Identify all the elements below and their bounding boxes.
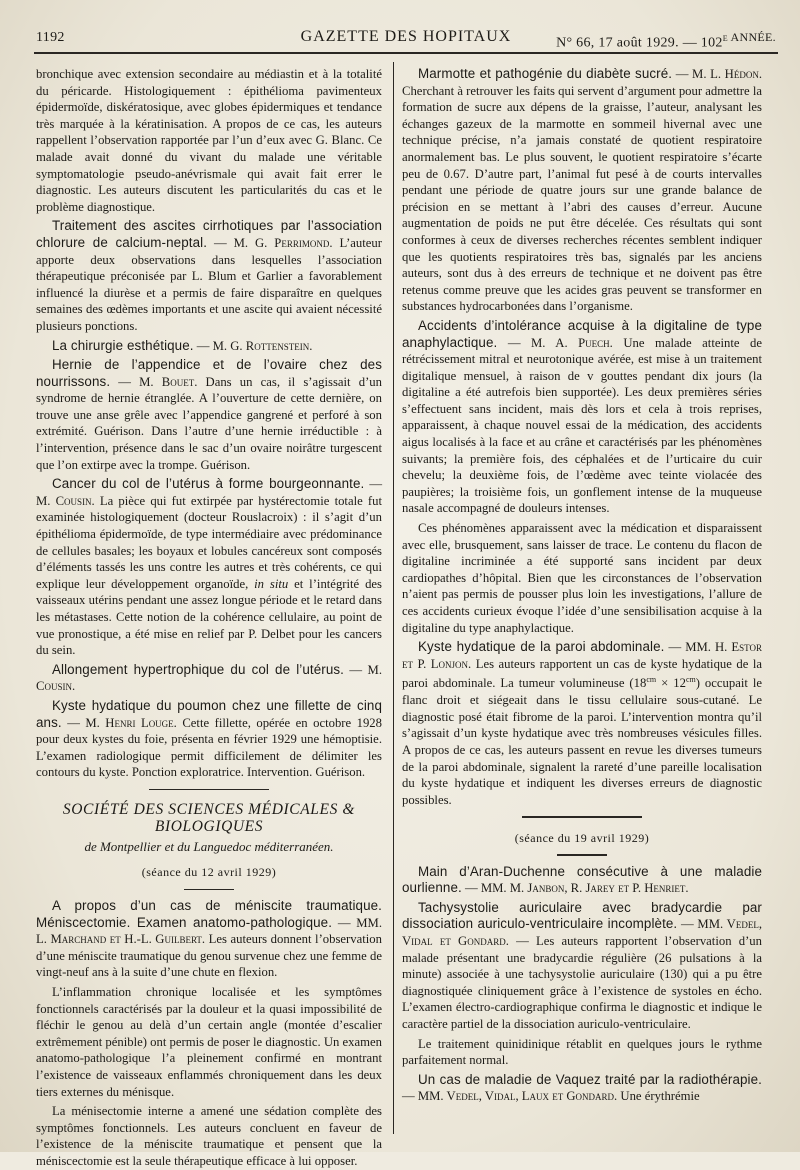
article-title: Marmotte et pathogénie du diabète sucré.: [418, 66, 673, 81]
article-text-italic: in situ: [254, 576, 289, 591]
article-title: Accidents d’intolérance acquise à la digitaline de type anaphylactique.: [402, 317, 762, 350]
article-meniscite: [36, 898, 382, 981]
article-allongement: [36, 662, 382, 695]
society-subheading: de Montpellier et du Languedoc méditerranéen.: [84, 839, 334, 855]
issue-year-suffix: e ANNÉE.: [722, 30, 776, 44]
intro-paragraph: bronchique avec extension secondaire au médiastin et à la totalité du péricarde. Histologiquement : épithélioma pavimenteux épidermoïde, diskératosique, avec globes épidermiques et tendance très marquée à la kératinisation. A propos de ce cas, les auteurs rappellent l’observation rapportée par l’un d’eux avec G. Blanc. Ce malade avait donné du vivant du malade une véritable symptomatologie pseudo-anévrismale qui avait fait errer le diagnostic. Les auteurs discutent les particularités du cas et le problème diagnostique.: [36, 67, 382, 214]
article-authors: — MM. M. Janbon, R. Jarey et P. Henriet.: [461, 881, 689, 896]
article-authors: — M. Henri Louge.: [61, 715, 177, 730]
article-authors: — M. Cousin.: [36, 477, 383, 508]
seance-rule: [184, 889, 234, 891]
article-title: Kyste hydatique du poumon chez une fillette de cinq ans.: [36, 697, 382, 730]
header-rule: [34, 52, 778, 54]
article-hernie: [36, 357, 382, 473]
article-title: Tachysystolie auriculaire avec bradycardie par dissociation auriculo-ventriculaire incomplète.: [402, 899, 762, 932]
article-meniscite-p3: La ménisectomie interne a amené une sédation complète des symptômes fonctionnels. Les auteurs concluent en faveur de l’existence de la méniscite traumatique et pensent que la méniscectomie est la seule thérapeutique efficace à lui opposer.: [36, 1104, 382, 1168]
journal-title: GAZETTE DES HOPITAUX: [300, 28, 512, 45]
right-column: [402, 66, 762, 1146]
unit-cm: cm: [685, 675, 696, 685]
article-ascites: [36, 218, 382, 334]
article-text: Les auteurs donnent l’observation d’une méniscite traumatique du genou survenue chez une femme de vingt-neuf ans à la suite d’une chute en flexion.: [36, 932, 382, 980]
article-authors: — M. G. Rottenstein.: [193, 338, 313, 353]
article-meniscite-p2: L’inflammation chronique localisée et les symptômes fonctionnels caractérisés par la douleur et la quasi impossibilité de fléchir le genou au delà d’un certain angle (montée d’escalier extrêmement pénible) ont permis de poser le diagnostic. Un examen anatomo-pathologique l’a pleinement confirmé en montrant l’existence de vaisseaux enflammés chroniquement dans les deux tiers externes du ménisque.: [36, 984, 382, 1099]
page-number: 1192: [36, 30, 65, 45]
article-text: et l’intégrité des vaisseaux utérins pendant une assez longue période et le retard dans les métastases. Cette notion de la cohérence cellulaire, au point de vue pronostique, a été mise en relief par P. Delbet pour les cancers du sein.: [36, 576, 382, 658]
article-title: A propos d’un cas de méniscite traumatique. Méniscectomie. Examen anatomo-pathologique.: [36, 898, 382, 930]
article-text: × 12: [656, 676, 686, 691]
article-authors: — MM. Vedel, Vidal, Laux et Gondard.: [402, 1089, 618, 1104]
issue-date: N° 66, 17 août 1929. — 102: [556, 35, 723, 51]
article-chirurgie: [36, 338, 382, 355]
article-text: Une érythrémie: [617, 1089, 700, 1104]
article-kyste-paroi: [402, 639, 762, 808]
article-authors: — M. Bouet.: [110, 374, 198, 389]
column-divider: [393, 62, 394, 1134]
article-text: L’auteur apporte deux observations dans lesquelles l’association thérapeutique préconisée par L. Blum et Garlier a favorablement influencé la diurèse et a permis de faire disparaître en quelques semaines des œdèmes importants et une ascite qui avaient nécessité plusieurs ponctions.: [36, 235, 382, 333]
article-authors: — MM. H. Estor et P. Lonjon.: [402, 640, 762, 671]
left-column: [36, 66, 383, 1168]
page-header: [36, 26, 776, 50]
article-title: Kyste hydatique de la paroi abdominale.: [418, 639, 665, 655]
article-authors: — M. L. Hédon.: [672, 67, 762, 81]
article-title: La chirurgie esthétique.: [52, 337, 194, 353]
article-digitaline: [402, 318, 762, 517]
article-marmotte: [402, 66, 762, 315]
section-rule: [522, 816, 642, 817]
article-authors: — M. A. Puech.: [497, 335, 613, 350]
article-text: ) occupait le flanc droit et siégeait dans le tissu cellulaire sous-cutané. Le diagnostic posé était fibrome de la paroi. L’intervention montra qu’il s’agissait d’un kyste hydatique avec très nombreuses vésicules filles. A propos de ce cas, les auteurs passent en revue les diverses tumeurs de la paroi abdominale, signalent la rareté d’une pareille localisation du kyste hydatique et indiquent les diverses erreurs de diagnostic possibles.: [402, 676, 763, 807]
article-title: Cancer du col de l’utérus à forme bourgeonnante.: [52, 476, 365, 492]
issue-info: [556, 30, 776, 52]
article-text: Les auteurs rapportent un cas de kyste hydatique de la paroi abdominale. La tumeur volumineuse (18: [402, 656, 762, 691]
article-authors: — M. G. Perrimond.: [207, 235, 333, 250]
article-title: Allongement hypertrophique du col de l’utérus.: [52, 661, 345, 677]
article-title: Hernie de l’appendice et de l’ovaire chez des nourrissons.: [36, 357, 382, 389]
section-rule: [149, 789, 269, 790]
seance-date: (séance du 19 avril 1929): [514, 830, 650, 845]
article-authors: — M. Cousin.: [36, 662, 382, 694]
article-title: Un cas de maladie de Vaquez traité par la radiothérapie.: [418, 1071, 762, 1087]
article-text: Cherchant à retrouver les faits qui servent d’argument pour admettre la formation de sucre aux dépens de la graisse, l’auteur, analysant les échanges gazeux de la marmotte en sommeil hivernal avec une technique précise, n’a jamais constaté de quotient respiratoire anormalement bas. Le plus souvent, le quotient respiratoire s’écarte peu de 0.67. D’autre part, l’animal fut pesé à de courts intervalles pendant une période de quatre jours sur une grande balance de précision en se mettant à l’abri des causes d’erreur. Aucune augmentation de poids ne put être décelée. Ces résultats qui sont conformes à ceux de diverses recherches récentes semblent indiquer que les quotients respiratoires très bas, signalés par les anciens auteurs, sont dus à des erreurs de technique et ne doivent pas être retenus comme preuve que les acides gras peuvent se transformer en substances hydrocarbonées dans l’organisme.: [402, 83, 762, 314]
article-text: La pièce qui fut extirpée par hystérectomie totale fut examinée histologiquement (docteur Rouslacroix) : il s’agit d’un épithélioma épidermoïde, de type intermédiaire avec prédominance de cellules basales; les boyaux et lobules cancéreux sont composés d’éléments tassés les uns contre les autres et très cohérents, ce qui explique leur développement organoïde,: [36, 493, 382, 591]
article-title: Traitement des ascites cirrhotiques par l’association chlorure de calcium-neptal.: [36, 218, 382, 250]
article-digitaline-p2: Ces phénomènes apparaissent avec la médication et disparaissent avec elle, brusquement, sans laisser de trace. Le contenu du flacon de digitaline incriminée a été supporté sans incident par deux cardiopathes d’hôpital. Bien que les circonstances de l’observation n’aient pas permis de pousser plus loin les investigations, l’allure de ces accidents curieux évoque l’idée d’une sensibilisation acquise à la digitaline du type anaphylactique.: [402, 521, 762, 635]
article-text: — Les auteurs rapportent l’observation d’un malade présentant une bradycardie régulière (26 pulsations à la minute) associée à une tachysystolie auriculaire (130) qui a pu être diagnostiquée cliniquement grâce à l’existence de systoles en écho. L’examen électro-cardiographique confirma le diagnostic et indique le caractère partiel de la dissociation auriculo-ventriculaire.: [402, 934, 762, 1031]
society-heading: SOCIÉTÉ DES SCIENCES MÉDICALES & BIOLOGIQUES: [62, 801, 356, 835]
article-authors: — MM. Vedel, Vidal et Gondard.: [402, 917, 762, 949]
unit-cm: cm: [646, 675, 657, 685]
seance-rule: [557, 854, 607, 856]
article-kyste-poumon: [36, 698, 382, 781]
seance-date: (séance du 12 avril 1929): [141, 864, 277, 879]
article-tachysystolie: [402, 900, 762, 1033]
article-authors: — MM. L. Marchand et H.-L. Guilbert.: [36, 915, 383, 947]
article-aran-duchenne: [402, 864, 762, 897]
article-text: Dans un cas, il s’agissait d’un syndrome de hernie étranglée. A l’ouverture de cette dernière, on trouve une anse grêle avec l’appendice gangrené et perforé à son extrémité. Guérison. Dans l’autre d’une hernie irréductible : à l’intervention, présence dans le sac d’un ovaire noirâtre turgescent que l’on extirpe avec la trompe. Guérison.: [36, 374, 382, 472]
article-text: Une malade atteinte de rétrécissement mitral et neurotonique avérée, est mise à un traitement digitalique mensuel, à raison de v gouttes pendant dix jours (la digitaline a été autrefois bien supportée). Les deux premières séries s’effectuent sans incident, mais dès lors et cela à trois reprises, apparaissent, à chaque nouvel essai de la médication, des accidents aigus localisés à la face et au crâne et caractérisés par les phénomènes suivants; la première fois, des céphalées et de l’urticaire du cuir chevelu; la deuxième fois, de l’œdème avec teinte violacée des paupières; la troisième fois, un gonflement intense de la muqueuse nasale accompagné de douleurs intenses.: [402, 335, 762, 516]
article-tachysystolie-p2: Le traitement quinidinique rétablit en quelques jours le rythme parfaitement normal.: [402, 1036, 762, 1068]
article-title: Main d’Aran-Duchenne consécutive à une maladie ourlienne.: [402, 863, 762, 896]
article-vaquez: [402, 1072, 762, 1105]
article-text: Cette fillette, opérée en octobre 1928 pour deux kystes du foie, présenta en février 1929 une hémoptisie. L’examen radiologique permit difficilement de délimiter les contours du kyste. Ponction exploratrice. Intervention. Guérison.: [36, 715, 382, 780]
article-cancer-col: [36, 476, 382, 659]
